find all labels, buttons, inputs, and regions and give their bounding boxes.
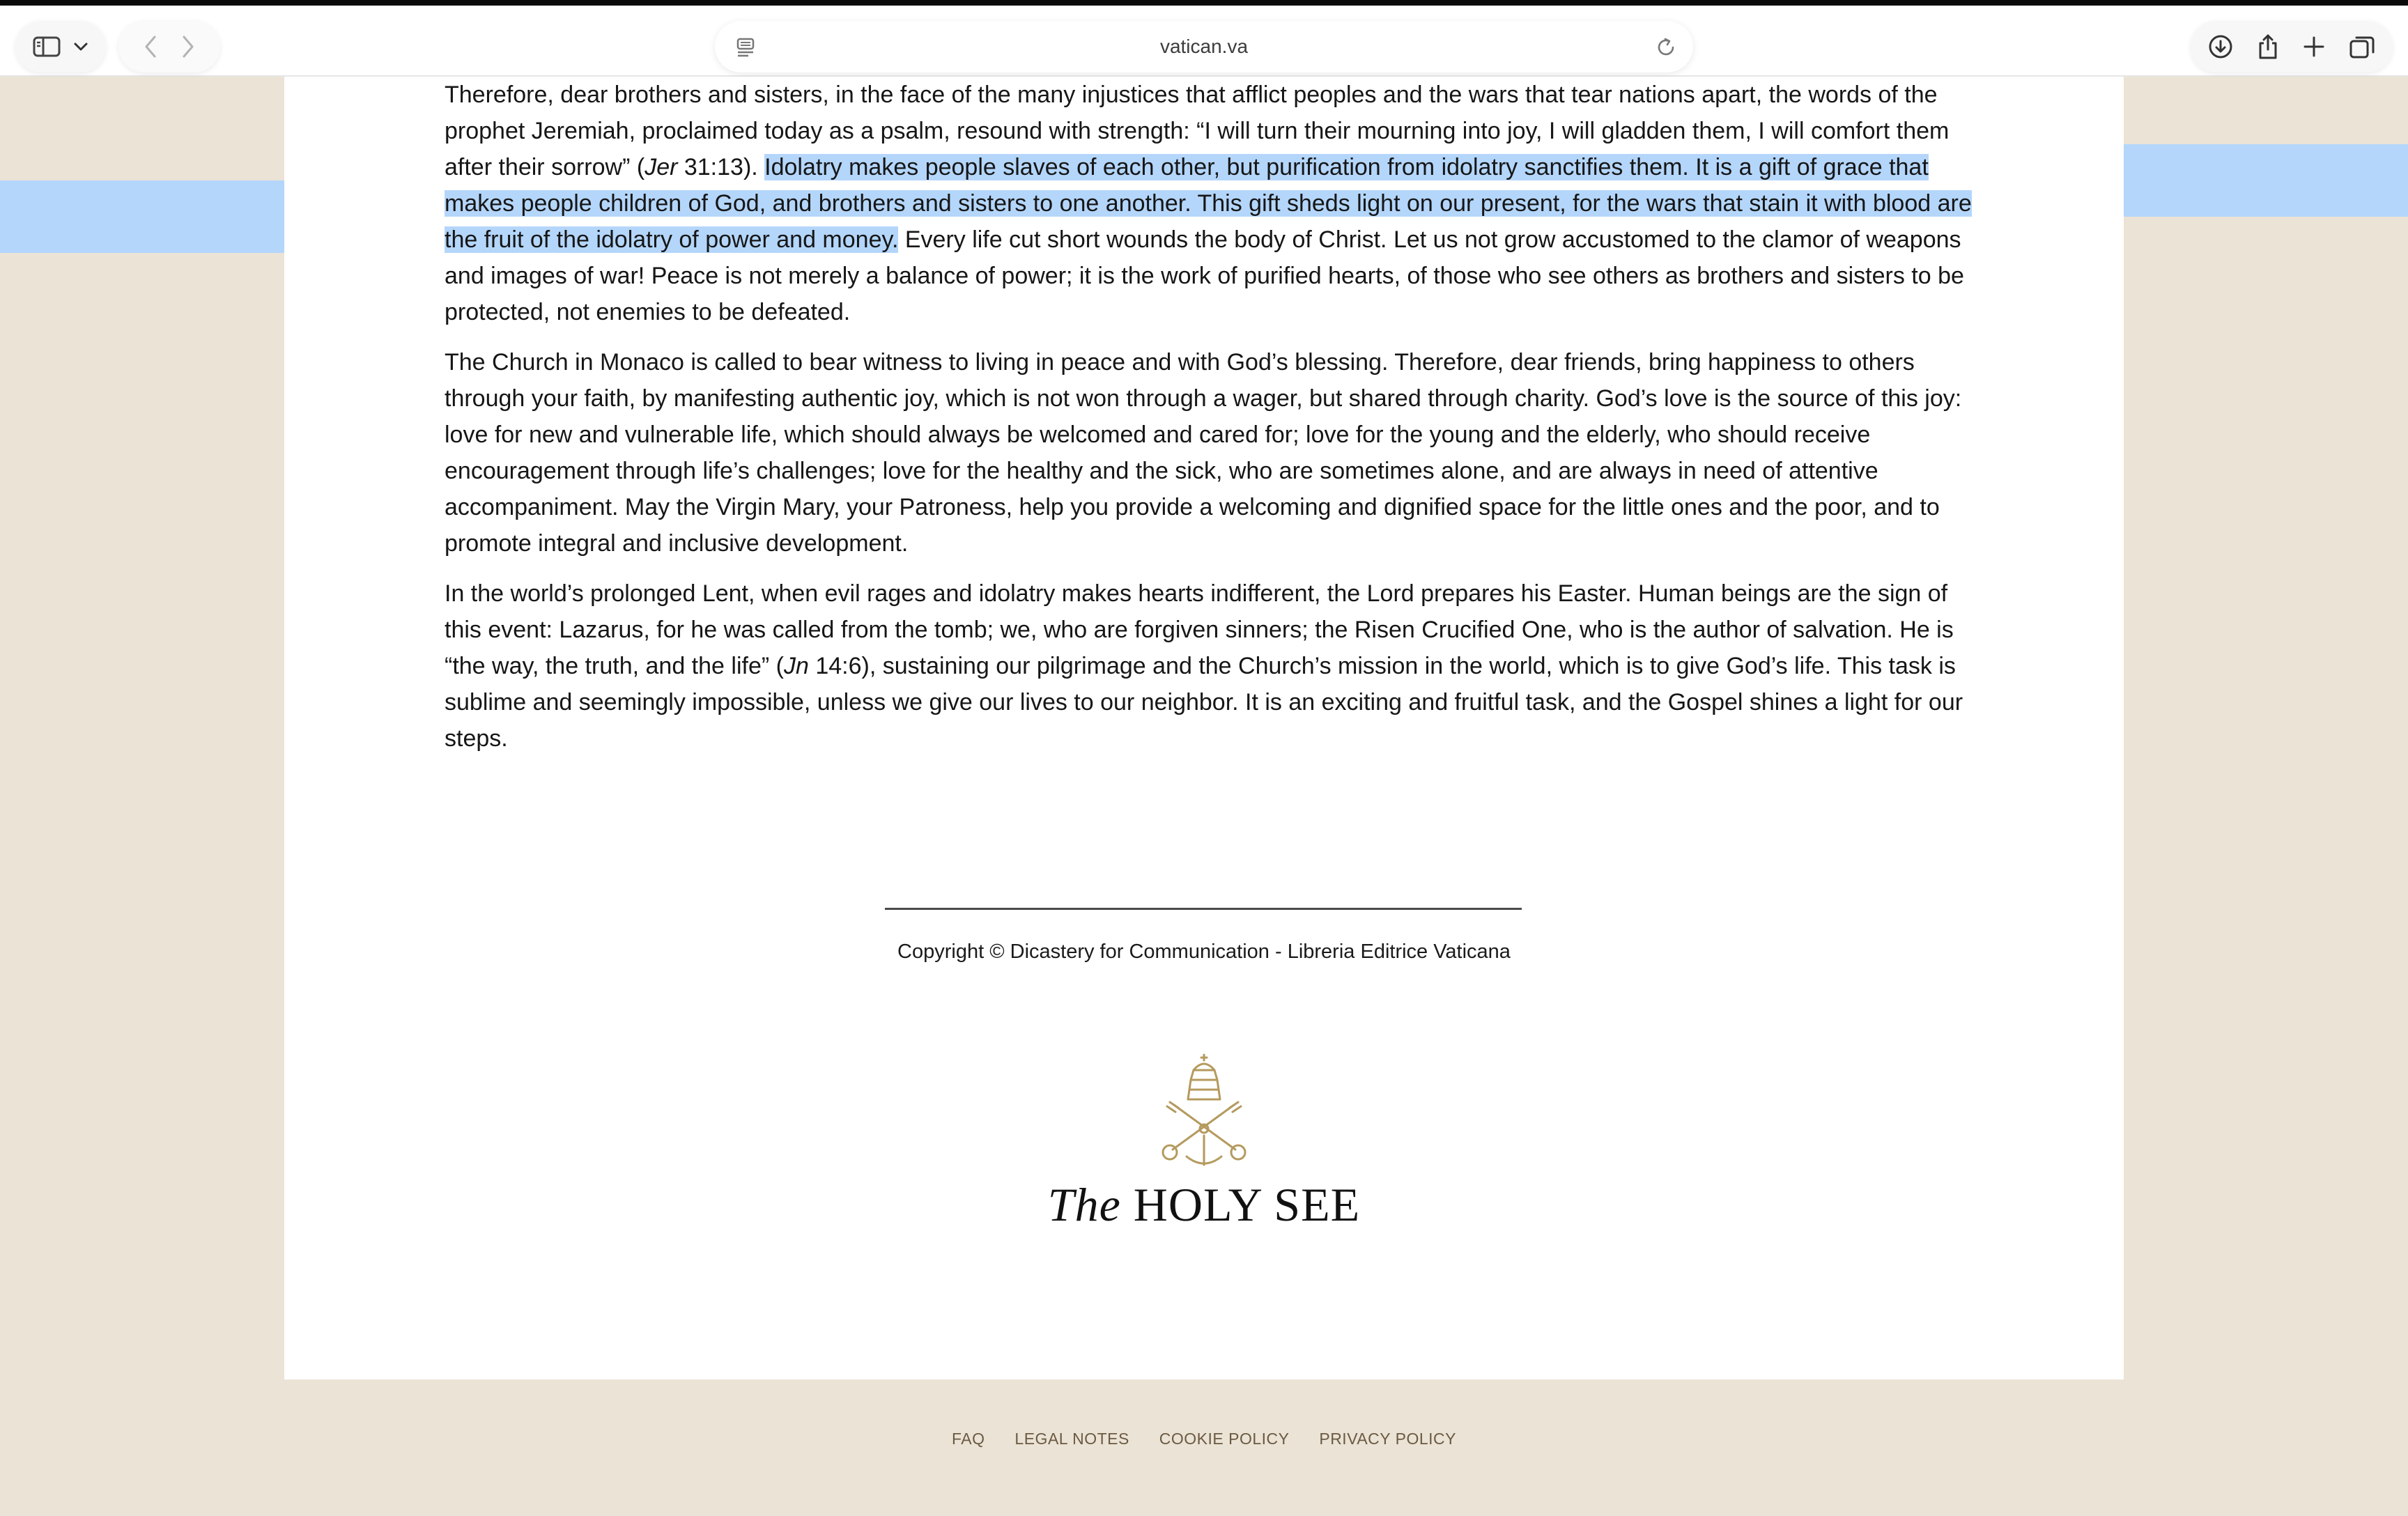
scripture-ref-book: Jer xyxy=(645,154,678,180)
reload-icon[interactable] xyxy=(1656,37,1676,61)
scripture-ref-verse: 14:6) xyxy=(808,653,870,679)
back-arrow-icon[interactable] xyxy=(144,35,157,59)
footer-links xyxy=(0,1430,2408,1448)
holy-see-wordmark[interactable] xyxy=(856,1177,1552,1232)
sidebar-toggle-group[interactable] xyxy=(15,21,106,72)
download-icon[interactable] xyxy=(2208,34,2233,59)
history-nav-group xyxy=(118,21,220,72)
content-page xyxy=(284,77,2124,1379)
wordmark-name: HOLY SEE xyxy=(1133,1178,1361,1231)
copyright-notice: Copyright © Dicastery for Communication - Libreria Editrice Vaticana xyxy=(897,941,1511,963)
address-bar[interactable] xyxy=(715,21,1693,72)
scripture-ref-book: Jn xyxy=(783,653,809,679)
chevron-down-icon[interactable] xyxy=(73,42,88,52)
p3-text-start: In the world’s prolonged Lent, when evil rages and idolatry makes hearts indifferent, the Lord prepares his Easter. Human beings are the sign of this event: Lazarus, for he was called from the tomb; we, who are forgiven sinners; the Risen Crucified One, who is the author of salvation. He is “the way, the truth, and the life” ( xyxy=(445,580,1954,679)
sidebar-icon[interactable] xyxy=(33,36,61,57)
paragraph-2: The Church in Monaco is called to bear witness to living in peace and with God’s blessing. Therefore, dear friends, bring happiness to others through your faith, by manifesting authentic joy, which is not won through a wager, but shared through charity. God’s love is the source of this joy: love for new and vulnerable life, which should always be welcomed and cared for; love for the young and the elderly, who should receive encouragement through life’s challenges; love for the healthy and the sick, who are sometimes alone, and are always in need of attentive accompaniment. May the Virgin Mary, your Patroness, help you provide a welcoming and dignified space for the little ones and the poor, and to promote integral and inclusive development. xyxy=(445,349,1962,557)
p1-text-start: Therefore, dear brothers and sisters, in the face of the many injustices that afflict peoples and the wars that tear nations apart, the words of the prophet Jeremiah, proclaimed today as a psalm, resound with strength: “I will turn their mourning into joy, I will gladden them, I will comfort them after their sorrow” ( xyxy=(445,82,1950,180)
forward-arrow-icon[interactable] xyxy=(181,35,195,59)
footer-link-cookie-policy[interactable]: COOKIE POLICY xyxy=(1159,1430,1290,1448)
url-text[interactable]: vatican.va xyxy=(1159,36,1249,57)
p1-text-end: Every life cut short wounds the body of Christ. Let us not grow accustomed to the clamor of weapons and images of war! Peace is not merely a balance of power; it is the work of purified hearts, of those who see others as brothers and sisters to be protected, not enemies to be defeated. xyxy=(445,226,1964,325)
footer-link-legal-notes[interactable]: LEGAL NOTES xyxy=(1014,1430,1129,1448)
plus-icon[interactable] xyxy=(2303,36,2325,58)
article-body xyxy=(445,77,1977,771)
paragraph-1 xyxy=(445,77,1977,330)
footer-link-faq[interactable]: FAQ xyxy=(952,1430,985,1448)
wordmark-the: The xyxy=(1047,1178,1121,1231)
toolbar-actions-group xyxy=(2191,21,2393,72)
share-icon[interactable] xyxy=(2257,33,2279,60)
selected-text[interactable]: Idolatry makes people slaves of each other, but purification from idolatry sanctifies them. It is a gift of grace that makes people children of God, and brothers and sisters to one another. This gift sheds light on our present, for the wars that stain it with blood are the fruit of the idolatry of power and money. xyxy=(445,154,1972,253)
paragraph-3 xyxy=(445,575,1977,757)
browser-toolbar xyxy=(0,6,2408,77)
scripture-ref-verse: 31:13). xyxy=(677,154,765,180)
footer-divider xyxy=(885,908,1522,910)
papal-coat-of-arms-icon[interactable] xyxy=(1152,1052,1256,1174)
window-top-edge xyxy=(0,0,2408,6)
p3-text-end: , sustaining our pilgrimage and the Church’s mission in the world, which is to give God’s life. This task is sublime and seemingly impossible, unless we give our lives to our neighbor. It is an exciting and fruitful task, and the Gospel shines a light for our steps. xyxy=(445,653,1963,752)
footer-link-privacy-policy[interactable]: PRIVACY POLICY xyxy=(1319,1430,1456,1448)
tab-overview-icon[interactable] xyxy=(2349,34,2375,59)
